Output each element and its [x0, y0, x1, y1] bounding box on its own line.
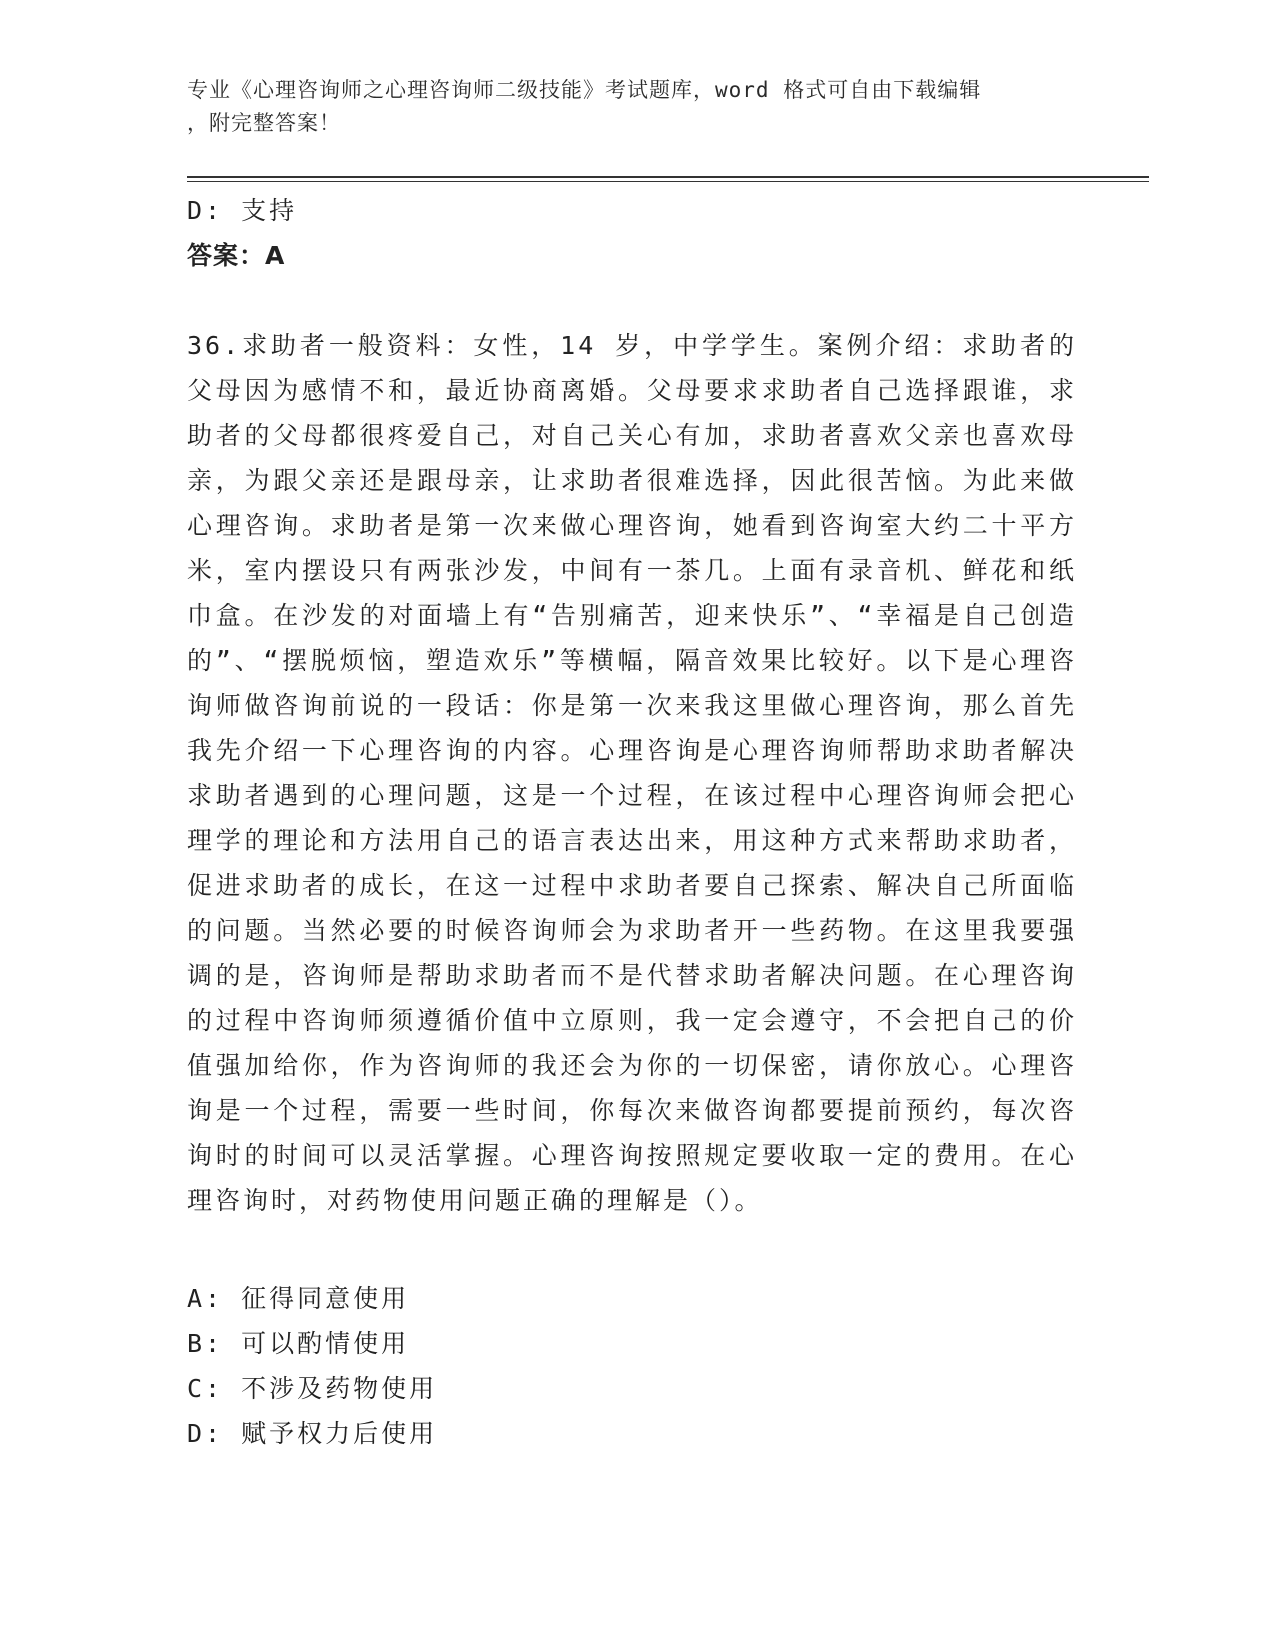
previous-question-answer: 答案：A [187, 241, 286, 270]
question-text: 求助者一般资料：女性，14 岁，中学学生。案例介绍：求助者的父母因为感情不和，最近协商离婚。父母要求求助者自己选择跟谁，求助者的父母都很疼爱自己，对自己关心有加，求助者喜欢父亲也喜欢母亲，为跟父亲还是跟母亲，让求助者很难选择，因此很苦恼。为此来做心理咨询。求助者是第一次来做心理咨询，她看到咨询室大约二十平方米，室内摆设只有两张沙发，中间有一茶几。上面有录音机、鲜花和纸巾盒。在沙发的对面墙上有“告别痛苦，迎来快乐”、“幸福是自己创造的”、“摆脱烦恼，塑造欢乐”等横幅，隔音效果比较好。以下是心理咨询师做咨询前说的一段话：你是第一次来我这里做心理咨询，那么首先我先介绍一下心理咨询的内容。心理咨询是心理咨询师帮助求助者解决求助者遇到的心理问题，这是一个过程，在该过程中心理咨询师会把心理学的理论和方法用自己的语言表达出来，用这种方式来帮助求助者，促进求助者的成长，在这一过程中求助者要自己探索、解决自己所面临的问题。当然必要的时候咨询师会为求助者开一些药物。在这里我要强调的是，咨询师是帮助求助者而不是代替求助者解决问题。在心理咨询的过程中咨询师须遵循价值中立原则，我一定会遵守，不会把自己的价值强加给你，作为咨询师的我还会为你的一切保密，请你放心。心理咨询是一个过程，需要一些时间，你每次来做咨询都要提前预约，每次咨询时的时间可以灵活掌握。心理咨询按照规定要收取一定的费用。在心理咨询时，对药物使用问题正确的理解是（）。 [187, 331, 1077, 1215]
header-divider-thin [187, 181, 1149, 182]
document-header [187, 74, 1067, 140]
option-a: A: 征得同意使用 [187, 1284, 410, 1313]
option-c: C: 不涉及药物使用 [187, 1374, 438, 1403]
option-b: B: 可以酌情使用 [187, 1329, 410, 1358]
question-number: 36. [187, 331, 242, 360]
header-line-1: 专业《心理咨询师之心理咨询师二级技能》考试题库，word 格式可自由下载编辑 [187, 78, 982, 102]
header-line-2: ，附完整答案！ [187, 111, 341, 135]
header-divider-thick [187, 176, 1149, 178]
question-36 [187, 323, 1077, 1223]
question-options [187, 1276, 1087, 1456]
option-d: D: 赋予权力后使用 [187, 1419, 438, 1448]
previous-question-option-d: D: 支持 [187, 196, 298, 225]
